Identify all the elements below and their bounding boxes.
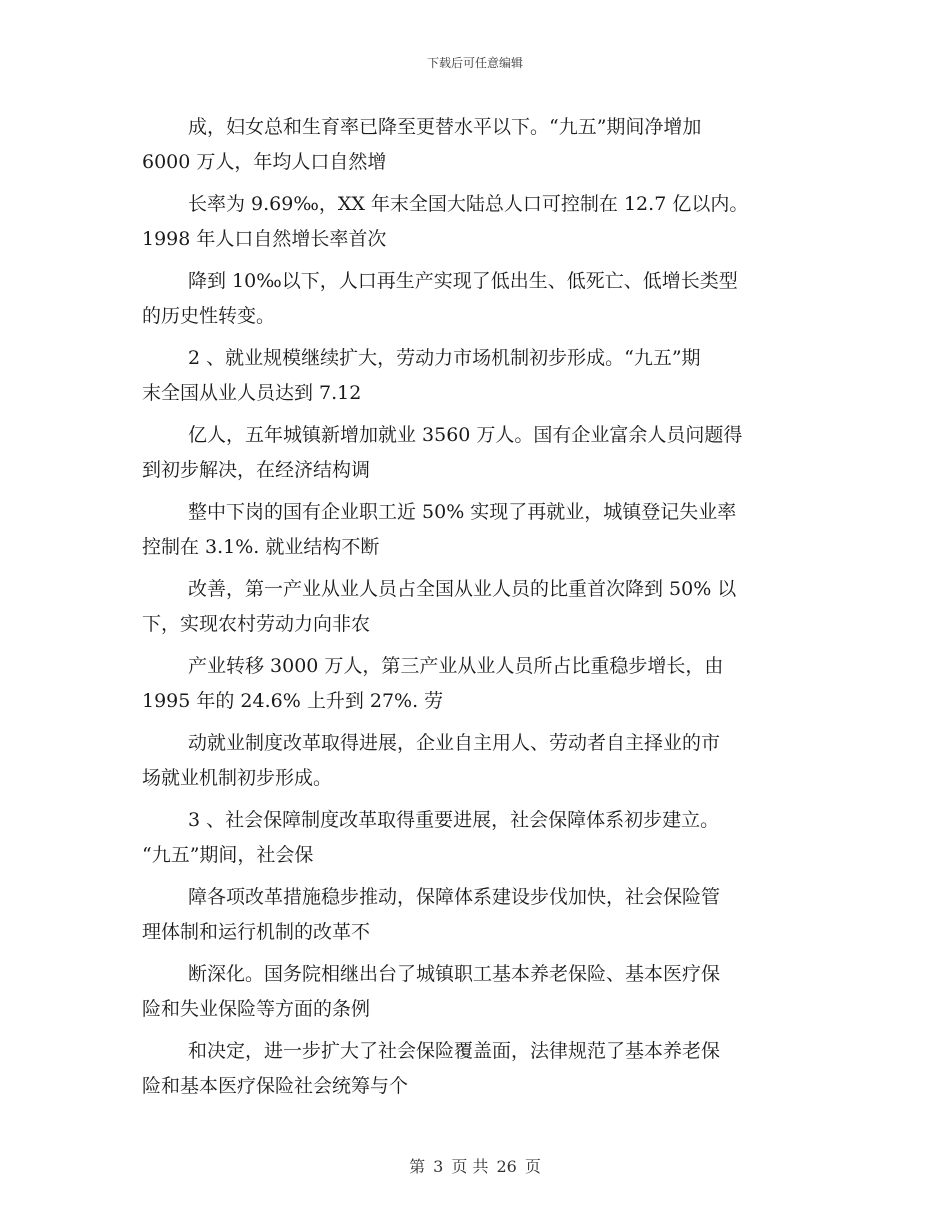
paragraph-line: 险和基本医疗保险社会统筹与个 xyxy=(142,1075,409,1097)
paragraph-line: 的历史性转变。 xyxy=(142,305,276,327)
paragraph-line: 长率为 9.69‰，XX 年末全国大陆总人口可控制在 12.7 亿以内。 xyxy=(188,193,749,215)
paragraph-line: 6000 万人，年均人口自然增 xyxy=(142,151,387,173)
paragraph-line: 场就业机制初步形成。 xyxy=(142,767,333,789)
page-footer xyxy=(0,1154,950,1177)
paragraph xyxy=(142,880,812,950)
paragraph xyxy=(142,803,812,873)
current-page-number: 3 xyxy=(433,1157,444,1176)
paragraph-line: 和决定，进一步扩大了社会保险覆盖面，法律规范了基本养老保 xyxy=(188,1040,721,1062)
paragraph xyxy=(142,341,812,411)
paragraph-line: 下，实现农村劳动力向非农 xyxy=(142,613,371,635)
page-number-middle: 页 共 xyxy=(451,1157,489,1176)
paragraph-line: 到初步解决，在经济结构调 xyxy=(142,459,371,481)
paragraph xyxy=(142,187,812,257)
paragraph xyxy=(142,726,812,796)
paragraph xyxy=(142,957,812,1027)
paragraph-line: 1995 年的 24.6% 上升到 27%. 劳 xyxy=(142,690,444,712)
paragraph-line: 控制在 3.1%. 就业结构不断 xyxy=(142,536,380,558)
page-number-prefix: 第 xyxy=(409,1157,426,1176)
paragraph xyxy=(142,264,812,334)
paragraph-line: 1998 年人口自然增长率首次 xyxy=(142,228,387,250)
paragraph xyxy=(142,649,812,719)
paragraph-line: 障各项改革措施稳步推动，保障体系建设步伐加快，社会保险管 xyxy=(188,886,721,908)
paragraph-line: 断深化。国务院相继出台了城镇职工基本养老保险、基本医疗保 xyxy=(188,963,721,985)
paragraph-line: 末全国从业人员达到 7.12 xyxy=(142,382,362,404)
page-number-suffix: 页 xyxy=(524,1157,541,1176)
paragraph-line: 险和失业保险等方面的条例 xyxy=(142,998,371,1020)
paragraph-line: 整中下岗的国有企业职工近 50% 实现了再就业，城镇登记失业率 xyxy=(188,501,737,523)
paragraph-line: 降到 10‰以下，人口再生产实现了低出生、低死亡、低增长类型 xyxy=(188,270,738,292)
paragraph-line: 动就业制度改革取得进展，企业自主用人、劳动者自主择业的市 xyxy=(188,732,721,754)
paragraph-line: 成，妇女总和生育率已降至更替水平以下。“九五”期间净增加 xyxy=(188,116,702,138)
paragraph-line: 改善，第一产业从业人员占全国从业人员的比重首次降到 50% 以 xyxy=(188,578,737,600)
paragraph xyxy=(142,572,812,642)
paragraph-line: 理体制和运行机制的改革不 xyxy=(142,921,371,943)
paragraph-line: 产业转移 3000 万人，第三产业从业人员所占比重稳步增长，由 xyxy=(188,655,724,677)
paragraph xyxy=(142,418,812,488)
paragraph xyxy=(142,110,812,180)
paragraph xyxy=(142,495,812,565)
paragraph-line: 2 、就业规模继续扩大，劳动力市场机制初步形成。“九五”期 xyxy=(188,347,701,369)
paragraph-line: 3 、社会保障制度改革取得重要进展，社会保障体系初步建立。 xyxy=(188,809,720,831)
total-page-count: 26 xyxy=(496,1157,517,1176)
paragraph xyxy=(142,1034,812,1104)
paragraph-line: “九五”期间，社会保 xyxy=(142,844,314,866)
paragraph-line: 亿人，五年城镇新增加就业 3560 万人。国有企业富余人员问题得 xyxy=(188,424,743,446)
document-body xyxy=(142,110,812,1111)
page-header: 下载后可任意编辑 xyxy=(426,56,523,70)
